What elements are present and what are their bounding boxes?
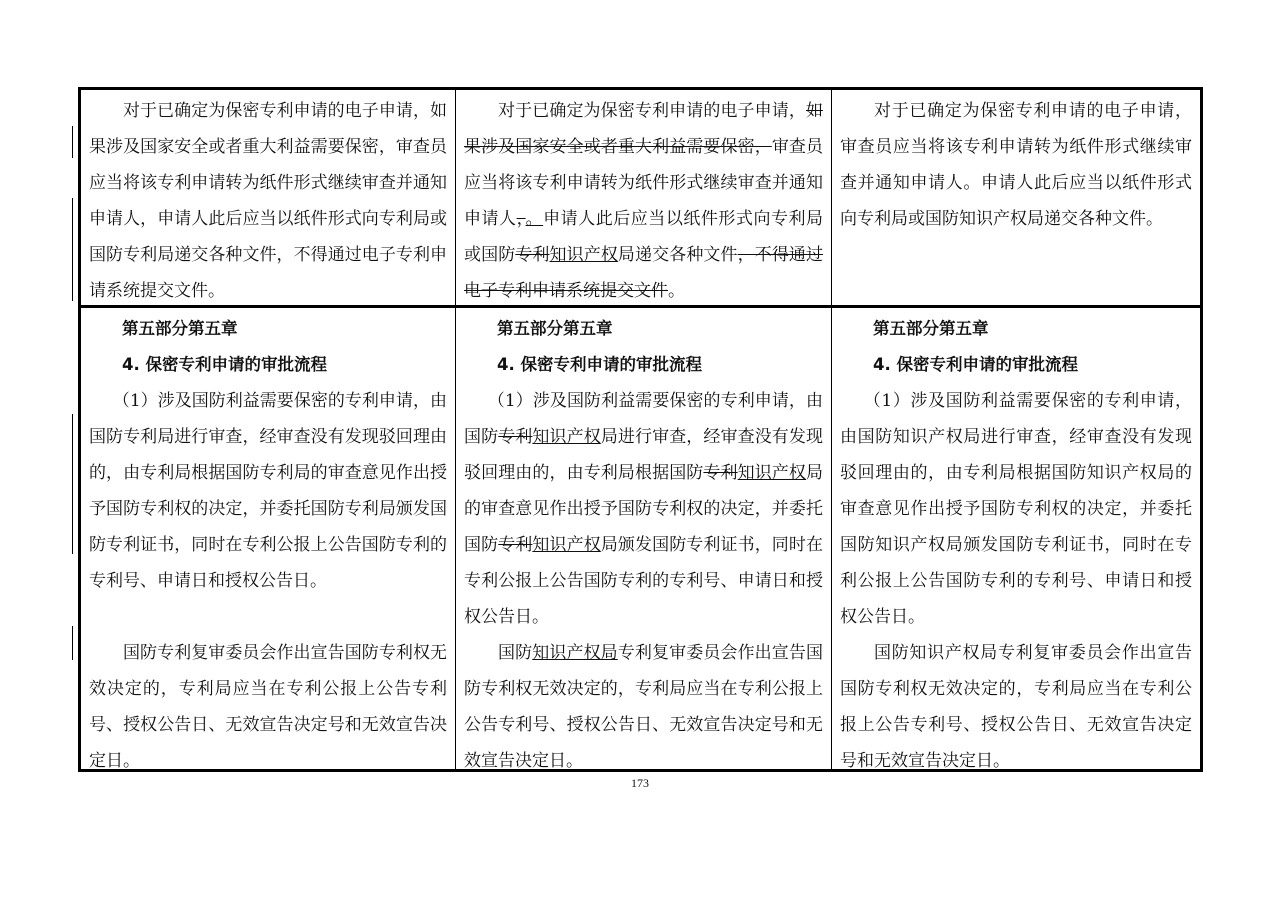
text-run: 局进行审查，经审查没有发现驳回理由的，由专利局根据国防	[464, 427, 824, 483]
section-heading: 第五部分第五章	[873, 319, 989, 338]
paragraph	[464, 93, 823, 305]
paragraph	[464, 635, 823, 769]
page-number: 173	[631, 776, 649, 790]
text-run: 局递交各种文件	[617, 245, 738, 265]
deleted-text: 如果涉及国家安全或者重大利益需要保密，	[464, 101, 823, 157]
paragraph: （1）涉及国防利益需要保密的专利申请，由国防专利局进行审查，经审查没有发现驳回理由的，由专利局根据国防专利局的审查意见作出授予国防专利权的决定，并委托国防专利局颁发国防专利证书，同时在专利公报上公告国防专利的专利号、申请日和授权公告日。	[89, 391, 447, 591]
paragraph	[464, 383, 823, 635]
revision-markup-cell	[455, 308, 831, 769]
table-row	[81, 90, 1200, 308]
inserted-text: 知识产权	[532, 427, 601, 447]
paragraph: 对于已确定为保密专利申请的电子申请，审查员应当将该专利申请转为纸件形式继续审查并通知申请人。申请人此后应当以纸件形式向专利局或国防知识产权局递交各种文件。	[840, 101, 1192, 229]
text-run: 局的审查意见作出授予国防专利权的决定，并委托国防	[464, 463, 824, 555]
inserted-text: 知识产权	[737, 463, 807, 483]
text-run: 申请人此后应当以纸件形式向专利局或国防	[464, 209, 824, 265]
comparison-table	[78, 87, 1203, 772]
deleted-text: 专利	[498, 427, 533, 447]
inserted-text: 知识产权局	[532, 643, 618, 663]
original-text-cell	[81, 308, 455, 769]
paragraph: 国防知识产权局专利复审委员会作出宣告国防专利权无效决定的，专利局应当在专利公报上公告专利号、授权公告日、无效宣告决定号和无效宣告决定日。	[840, 643, 1192, 769]
change-bar	[72, 198, 73, 301]
text-run: 局颁发国防专利证书，同时在专利公报上公告国防专利的专利号、申请日和授权公告日。	[464, 535, 824, 627]
deleted-text: 专利	[515, 245, 550, 265]
deleted-text: 专利	[498, 535, 533, 555]
text-run: 国防	[498, 643, 533, 663]
text-run: 专利复审委员会作出宣告国防专利权无效决定的，专利局应当在专利公报上公告专利号、授权公告日、无效宣告决定号和无效宣告决定日。	[464, 643, 824, 769]
paragraph: 国防专利复审委员会作出宣告国防专利权无效决定的，专利局应当在专利公报上公告专利号、授权公告日、无效宣告决定号和无效宣告决定日。	[89, 643, 447, 769]
original-text-cell	[81, 90, 455, 305]
paragraph: 对于已确定为保密专利申请的电子申请，如果涉及国家安全或者重大利益需要保密，审查员应当将该专利申请转为纸件形式继续审查并通知申请人，申请人此后应当以纸件形式向专利局或国防专利局递交各种文件，不得通过电子专利申请系统提交文件。	[89, 101, 447, 301]
text-run: 对于已确定为保密专利申请的电子申请，	[498, 101, 806, 121]
section-heading: 第五部分第五章	[122, 319, 238, 338]
inserted-text: 。	[525, 209, 544, 229]
text-run: （1）涉及国防利益需要保密的专利申请，由国防	[464, 391, 823, 447]
deleted-text: ，不得通过电子专利申请系统提交文件	[464, 245, 824, 301]
text-run: 审查员应当将该专利申请转为纸件形式继续审查并通知申请人	[464, 137, 824, 229]
subsection-heading: 4. 保密专利申请的审批流程	[497, 355, 702, 374]
revised-text-cell	[831, 90, 1200, 305]
change-bar	[72, 414, 73, 554]
inserted-text: 知识产权	[532, 535, 601, 555]
subsection-heading: 4. 保密专利申请的审批流程	[873, 355, 1078, 374]
revised-text-cell	[831, 308, 1200, 769]
table-row	[81, 308, 1200, 769]
revision-markup-cell	[455, 90, 831, 305]
spacer	[89, 599, 447, 635]
change-bar	[72, 126, 73, 158]
deleted-text: ，	[516, 209, 526, 229]
text-run: 。	[668, 281, 685, 301]
paragraph: （1）涉及国防利益需要保密的专利申请，由国防知识产权局进行审查，经审查没有发现驳回理由的，由专利局根据国防知识产权局的审查意见作出授予国防专利权的决定，并委托国防知识产权局颁发国防专利证书，同时在专利公报上公告国防专利的专利号、申请日和授权公告日。	[840, 391, 1192, 627]
section-heading: 第五部分第五章	[497, 319, 613, 338]
deleted-text: 专利	[703, 463, 738, 483]
subsection-heading: 4. 保密专利申请的审批流程	[122, 355, 327, 374]
change-bar	[72, 626, 73, 660]
inserted-text: 知识产权	[549, 245, 618, 265]
